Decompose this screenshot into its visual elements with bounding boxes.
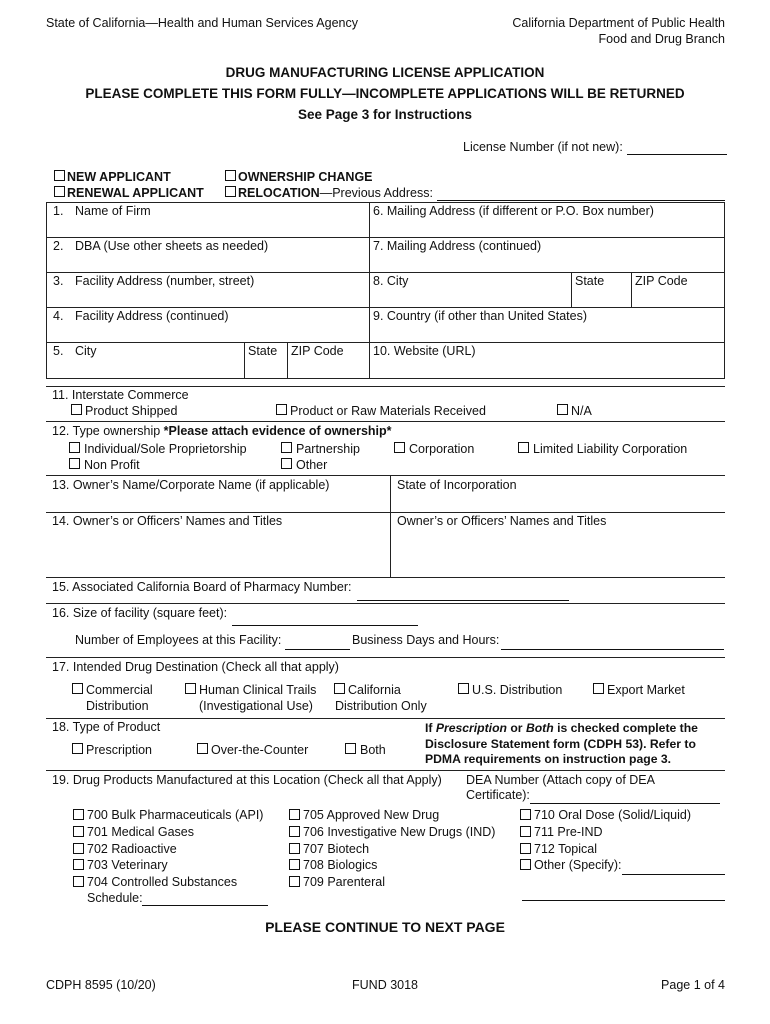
field-mailing-zip[interactable]: ZIP Code [635,274,688,288]
state-incorporation-field[interactable]: State of Incorporation [397,478,517,492]
product-other-label: Other (Specify): [534,858,622,872]
california-distribution-checkbox[interactable] [334,683,345,694]
product-708-label: 708 Biologics [303,858,378,872]
product-712-checkbox[interactable] [520,843,531,854]
form-title: DRUG MANUFACTURING LICENSE APPLICATION [225,65,545,80]
product-706-checkbox[interactable] [289,826,300,837]
clinical-trials-label: Human Clinical Trails [199,683,317,697]
product-705-label: 705 Approved New Drug [303,808,440,822]
grid-border [724,202,725,378]
facility-size-label: 16. Size of facility (square feet): [52,606,228,620]
product-other-field-2[interactable] [522,900,725,901]
drug-destination-label: 17. Intended Drug Destination (Check all that apply) [52,660,339,674]
employees-label: Number of Employees at this Facility: [75,633,282,647]
product-711-label: 711 Pre-IND [534,825,603,839]
instructions-note: See Page 3 for Instructions [297,107,473,122]
previous-address-field[interactable] [437,200,725,201]
na-label: N/A [571,404,592,418]
us-distribution-checkbox[interactable] [458,683,469,694]
product-709-label: 709 Parenteral [303,875,386,889]
non-profit-label: Non Profit [84,458,140,472]
clinical-trials-checkbox[interactable] [185,683,196,694]
field-mailing-address[interactable]: 6. Mailing Address (if different or P.O. Box number) [373,204,654,218]
field-facility-state[interactable]: State [248,344,278,358]
section-divider [46,770,725,771]
officers-names-field-right[interactable]: Owner’s or Officers’ Names and Titles [397,514,607,528]
commercial-distribution-checkbox[interactable] [72,683,83,694]
grid-border [369,202,370,378]
llc-checkbox[interactable] [518,442,529,453]
field-mailing-address-continued[interactable]: 7. Mailing Address (continued) [373,239,542,253]
business-days-field[interactable] [501,649,724,650]
field-facility-address[interactable]: Facility Address (number, street) [75,274,255,288]
product-type-label: 18. Type of Product [52,720,161,734]
commercial-label: Commercial [86,683,153,697]
disclosure-note-3: PDMA requirements on instruction page 3. [425,752,672,766]
schedule-field[interactable] [142,905,268,906]
fund-number: FUND 3018 [352,978,418,992]
california-label: California [348,683,401,697]
license-number-label: License Number (if not new): [463,140,623,154]
product-received-label: Product or Raw Materials Received [290,404,486,418]
corporation-checkbox[interactable] [394,442,405,453]
grid-border [46,202,725,203]
section-divider [46,475,725,476]
interstate-commerce-label: 11. Interstate Commerce [52,388,189,402]
otc-label: Over-the-Counter [211,743,309,757]
renewal-applicant-label: RENEWAL APPLICANT [67,186,204,200]
pharmacy-number-label: 15. Associated California Board of Pharmacy Number: [52,580,352,594]
product-other-field[interactable] [622,874,725,875]
field-1-number: 1. [53,204,64,218]
grid-border [46,237,725,238]
ownership-change-checkbox[interactable] [225,170,236,181]
pharmacy-number-field[interactable] [357,600,569,601]
partnership-checkbox[interactable] [281,442,292,453]
corporation-label: Corporation [409,442,475,456]
section-divider [46,657,725,658]
field-name-of-firm[interactable]: Name of Firm [75,204,151,218]
product-709-checkbox[interactable] [289,876,300,887]
product-702-label: 702 Radioactive [87,842,177,856]
new-applicant-label: NEW APPLICANT [67,170,171,184]
field-country[interactable]: 9. Country (if other than United States) [373,309,587,323]
commercial-label-2: Distribution [86,699,149,713]
partnership-label: Partnership [296,442,360,456]
section-divider [46,718,725,719]
officers-names-field-left[interactable]: 14. Owner’s or Officers’ Names and Titles [52,514,283,528]
product-708-checkbox[interactable] [289,859,300,870]
field-3-number: 3. [53,274,64,288]
product-702-checkbox[interactable] [73,843,84,854]
product-710-label: 710 Oral Dose (Solid/Liquid) [534,808,692,822]
grid-border [631,272,632,307]
product-700-checkbox[interactable] [73,809,84,820]
export-market-label: Export Market [607,683,685,697]
sole-proprietorship-label: Individual/Sole Proprietorship [84,442,247,456]
grid-border [46,342,725,343]
grid-border [571,272,572,307]
relocation-label: RELOCATION—Previous Address: [238,186,433,200]
section-divider [46,577,725,578]
form-number: CDPH 8595 (10/20) [46,978,156,992]
product-707-checkbox[interactable] [289,843,300,854]
product-701-label: 701 Medical Gases [87,825,195,839]
na-checkbox[interactable] [557,404,568,415]
non-profit-checkbox[interactable] [69,458,80,469]
export-market-checkbox[interactable] [593,683,604,694]
drug-products-label: 19. Drug Products Manufactured at this Location (Check all that Apply) [52,773,442,787]
product-701-checkbox[interactable] [73,826,84,837]
clinical-trials-label-2: (Investigational Use) [199,699,313,713]
field-facility-city[interactable]: City [75,344,97,358]
section-divider [46,421,725,422]
field-5-number: 5. [53,344,64,358]
disclosure-note: If Prescription or Both is checked complete the [425,721,698,735]
grid-border [46,378,725,379]
product-704-checkbox[interactable] [73,876,84,887]
grid-border [46,272,725,273]
product-711-checkbox[interactable] [520,826,531,837]
otc-checkbox[interactable] [197,743,208,754]
field-mailing-state[interactable]: State [575,274,605,288]
field-website[interactable]: 10. Website (URL) [373,344,476,358]
field-2-number: 2. [53,239,64,253]
type-ownership-label: 12. Type ownership *Please attach evidence of ownership* [52,424,392,438]
ownership-change-label: OWNERSHIP CHANGE [238,170,373,184]
both-checkbox[interactable] [345,743,356,754]
department-name: California Department of Public Health [512,16,725,30]
agency-name: State of California—Health and Human Services Agency [46,16,358,30]
prescription-checkbox[interactable] [72,743,83,754]
disclosure-note-2: Disclosure Statement form (CDPH 53). Refer to [425,737,696,751]
california-label-2: Distribution Only [335,699,427,713]
facility-size-field[interactable] [232,625,418,626]
branch-name: Food and Drug Branch [598,32,725,46]
new-applicant-checkbox[interactable] [54,170,65,181]
product-706-label: 706 Investigative New Drugs (IND) [303,825,496,839]
field-4-number: 4. [53,309,64,323]
section-divider [390,475,391,577]
other-ownership-checkbox[interactable] [281,458,292,469]
schedule-label: Schedule: [87,891,143,905]
both-label: Both [360,743,386,757]
relocation-checkbox[interactable] [225,186,236,197]
dea-number-label: DEA Number (Attach copy of DEA [466,773,655,787]
grid-border [46,307,725,308]
dea-number-field[interactable] [530,803,720,804]
renewal-applicant-checkbox[interactable] [54,186,65,197]
field-mailing-city[interactable]: 8. City [373,274,409,288]
continue-notice: PLEASE CONTINUE TO NEXT PAGE [265,919,505,935]
product-704-label: 704 Controlled Substances [87,875,238,889]
section-divider [46,512,725,513]
product-703-checkbox[interactable] [73,859,84,870]
owner-name-field[interactable]: 13. Owner’s Name/Corporate Name (if applicable) [52,478,330,492]
product-712-label: 712 Topical [534,842,598,856]
other-ownership-label: Other [296,458,328,472]
product-shipped-checkbox[interactable] [71,404,82,415]
us-distribution-label: U.S. Distribution [472,683,563,697]
product-710-checkbox[interactable] [520,809,531,820]
field-facility-zip[interactable]: ZIP Code [291,344,344,358]
product-other-checkbox[interactable] [520,859,531,870]
product-received-checkbox[interactable] [276,404,287,415]
prescription-label: Prescription [86,743,152,757]
product-705-checkbox[interactable] [289,809,300,820]
license-number-field[interactable] [627,154,727,155]
employees-field[interactable] [285,649,350,650]
llc-label: Limited Liability Corporation [533,442,688,456]
sole-proprietorship-checkbox[interactable] [69,442,80,453]
product-707-label: 707 Biotech [303,842,370,856]
product-703-label: 703 Veterinary [87,858,168,872]
field-dba[interactable]: DBA (Use other sheets as needed) [75,239,269,253]
section-divider [46,386,725,387]
business-days-label: Business Days and Hours: [352,633,500,647]
section-divider [46,603,725,604]
product-shipped-label: Product Shipped [85,404,178,418]
form-warning: PLEASE COMPLETE THIS FORM FULLY—INCOMPLETE APPLICATIONS WILL BE RETURNED [85,86,685,101]
dea-number-label-2: Certificate): [466,788,530,802]
page-number: Page 1 of 4 [661,978,725,992]
product-700-label: 700 Bulk Pharmaceuticals (API) [87,808,264,822]
field-facility-address-continued[interactable]: Facility Address (continued) [75,309,229,323]
grid-border [46,202,47,378]
grid-border [244,342,245,378]
grid-border [287,342,288,378]
